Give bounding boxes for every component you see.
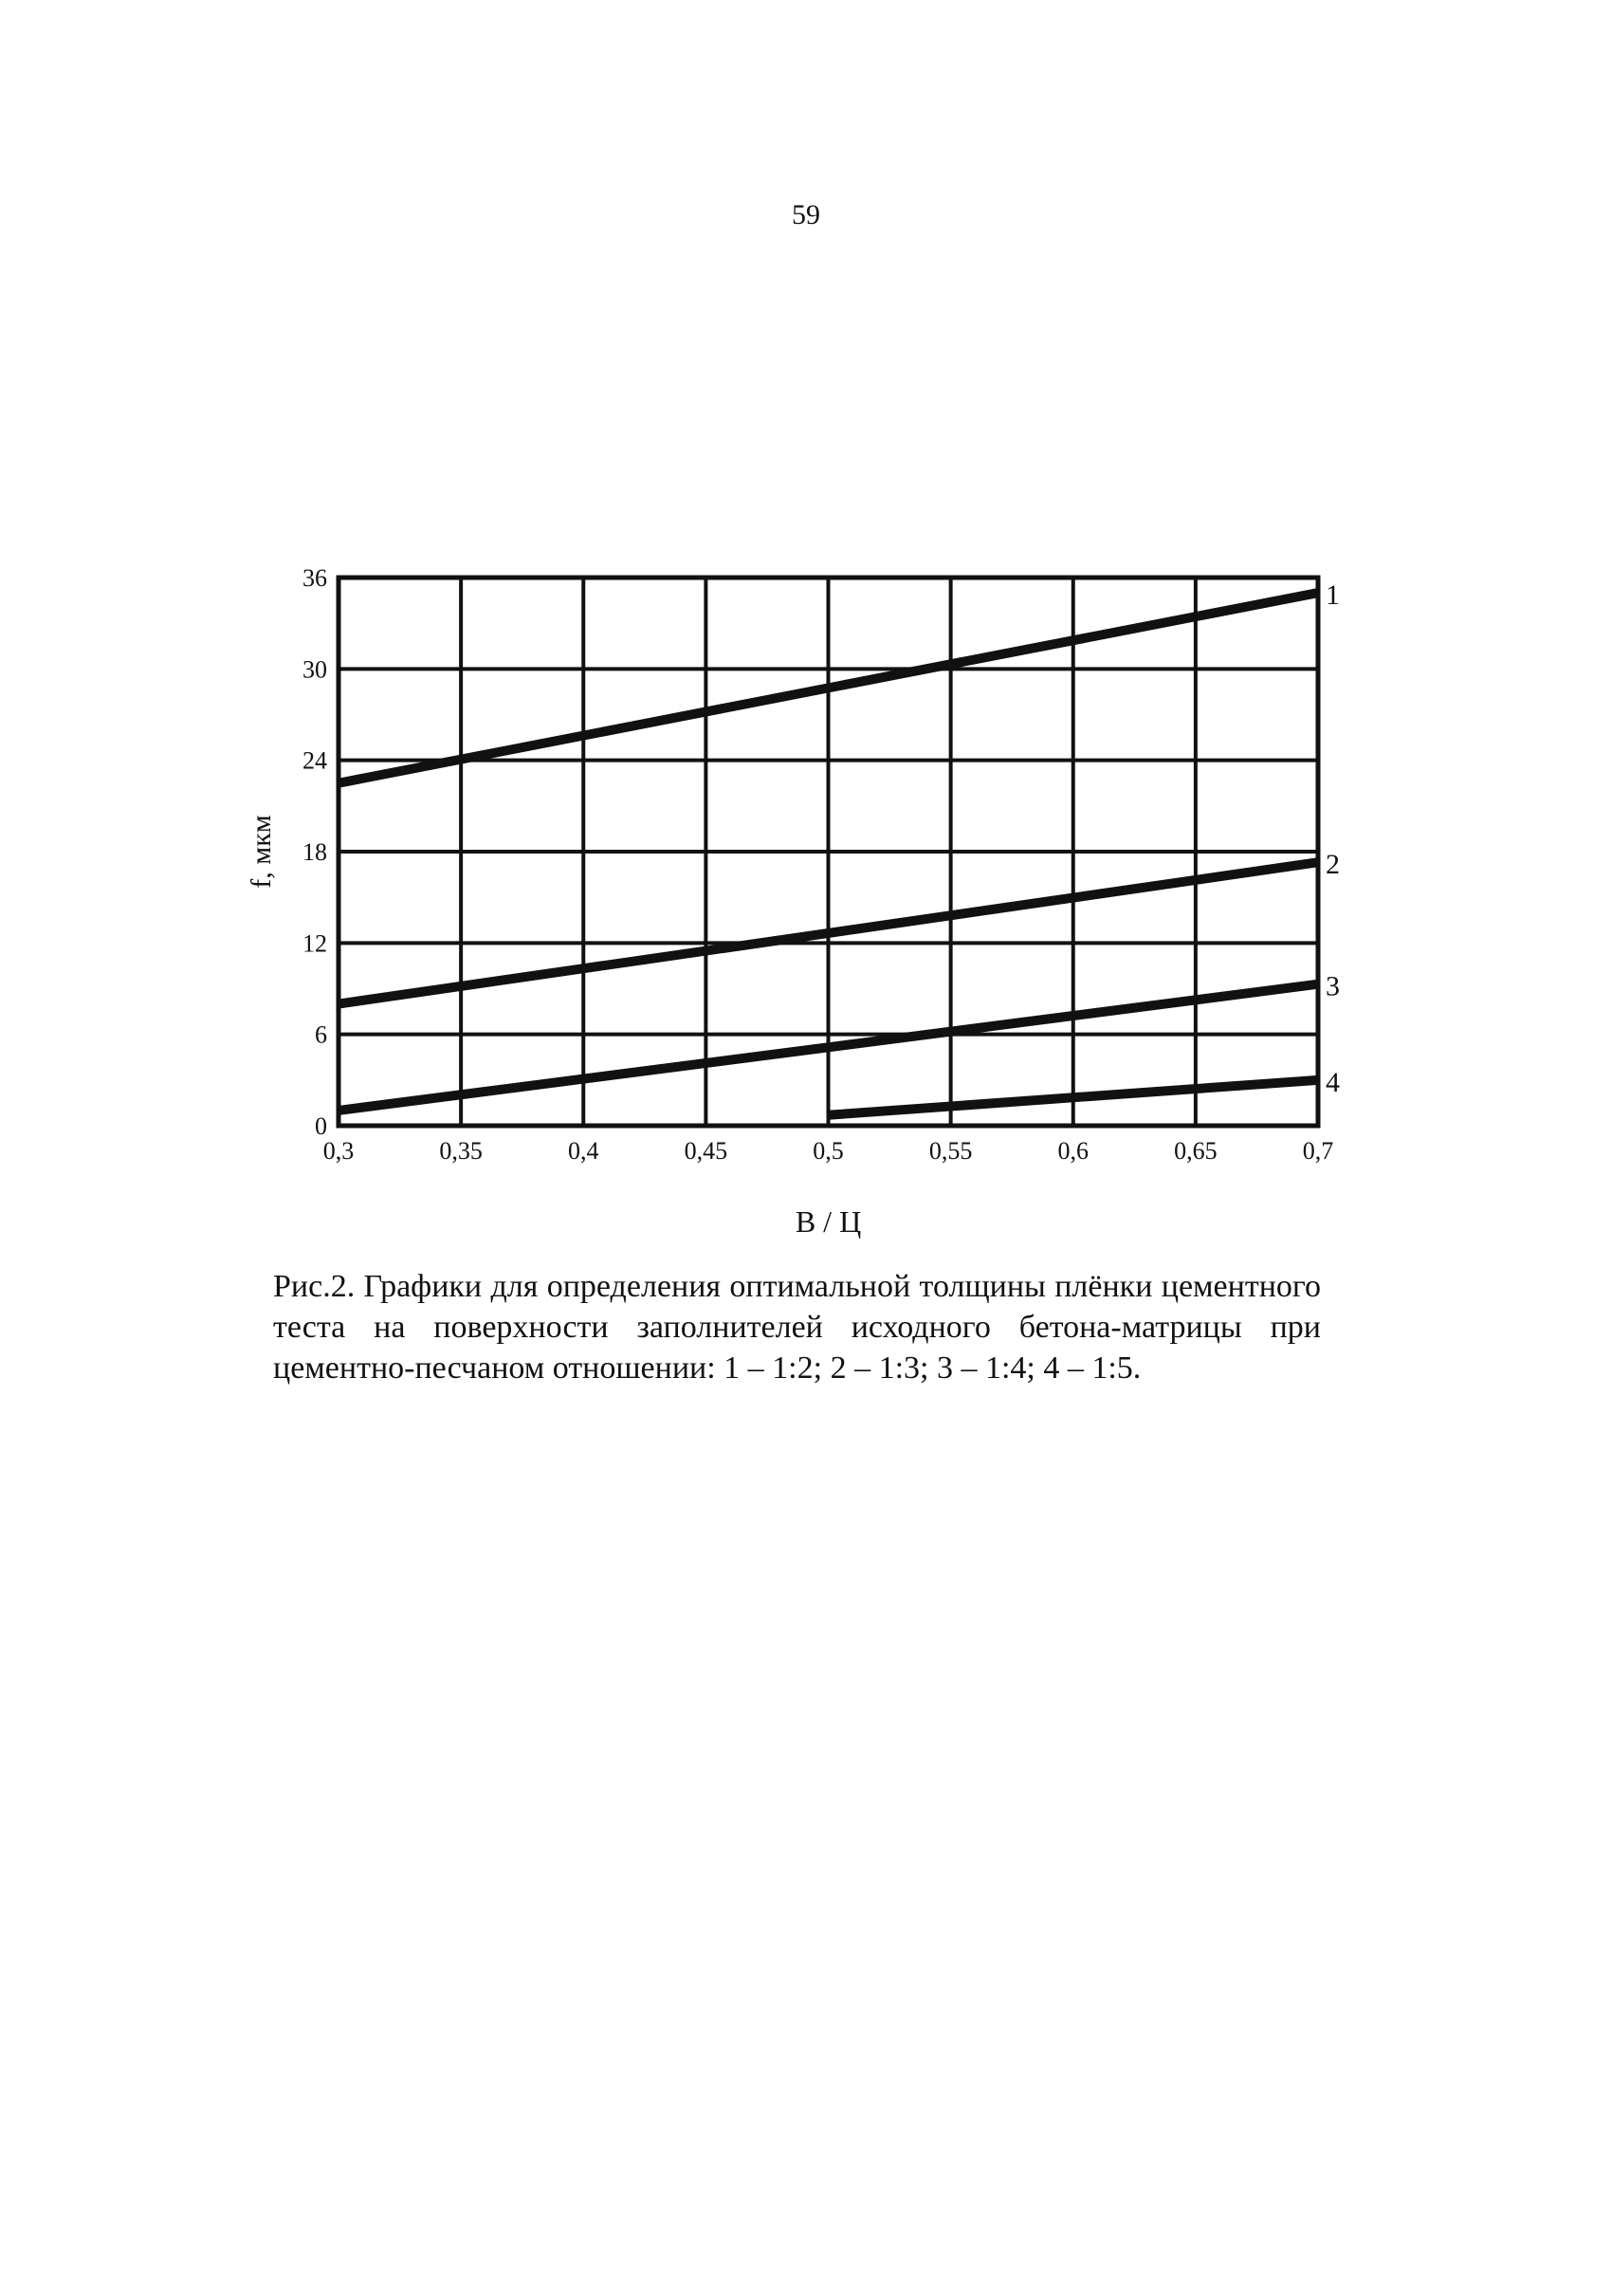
x-tick-label: 0,4 [568,1137,599,1165]
figure-caption: Рис.2. Графики для определения оптимальной толщины плёнки цементного теста на поверхности заполнителей исходного бетона-матрицы при цементно-песчаном отношении: 1 – 1:2; 2 – 1:3; 3 – 1:4; 4 – 1:5. [273,1269,1321,1386]
y-tick-label: 36 [302,564,327,592]
x-tick-label: 0,5 [813,1137,844,1165]
y-tick-label: 30 [302,655,327,684]
y-axis-ticks [302,564,327,1140]
y-tick-label: 0 [315,1112,327,1140]
x-tick-label: 0,6 [1057,1137,1089,1165]
series-label-4: 4 [1326,1066,1340,1098]
series-labels [1326,579,1340,1098]
x-tick-label: 0,65 [1174,1137,1218,1165]
series-label-1: 1 [1326,579,1340,612]
x-tick-label: 0,3 [322,1137,355,1165]
y-tick-label: 12 [302,929,327,958]
y-tick-label: 6 [315,1020,327,1049]
x-tick-label: 0,35 [439,1137,483,1165]
x-tick-label: 0,55 [928,1137,973,1165]
series-label-3: 3 [1326,970,1340,1002]
x-tick-label: 0,7 [1302,1137,1334,1165]
x-axis-label: В / Ц [795,1204,862,1239]
y-tick-label: 18 [302,838,327,866]
series-label-2: 2 [1326,849,1340,881]
y-axis-label: f, мкм [246,815,277,889]
x-tick-label: 0,45 [684,1137,728,1165]
page-number: 59 [792,199,820,230]
x-axis-ticks [323,1137,1334,1165]
y-tick-label: 24 [302,746,327,775]
